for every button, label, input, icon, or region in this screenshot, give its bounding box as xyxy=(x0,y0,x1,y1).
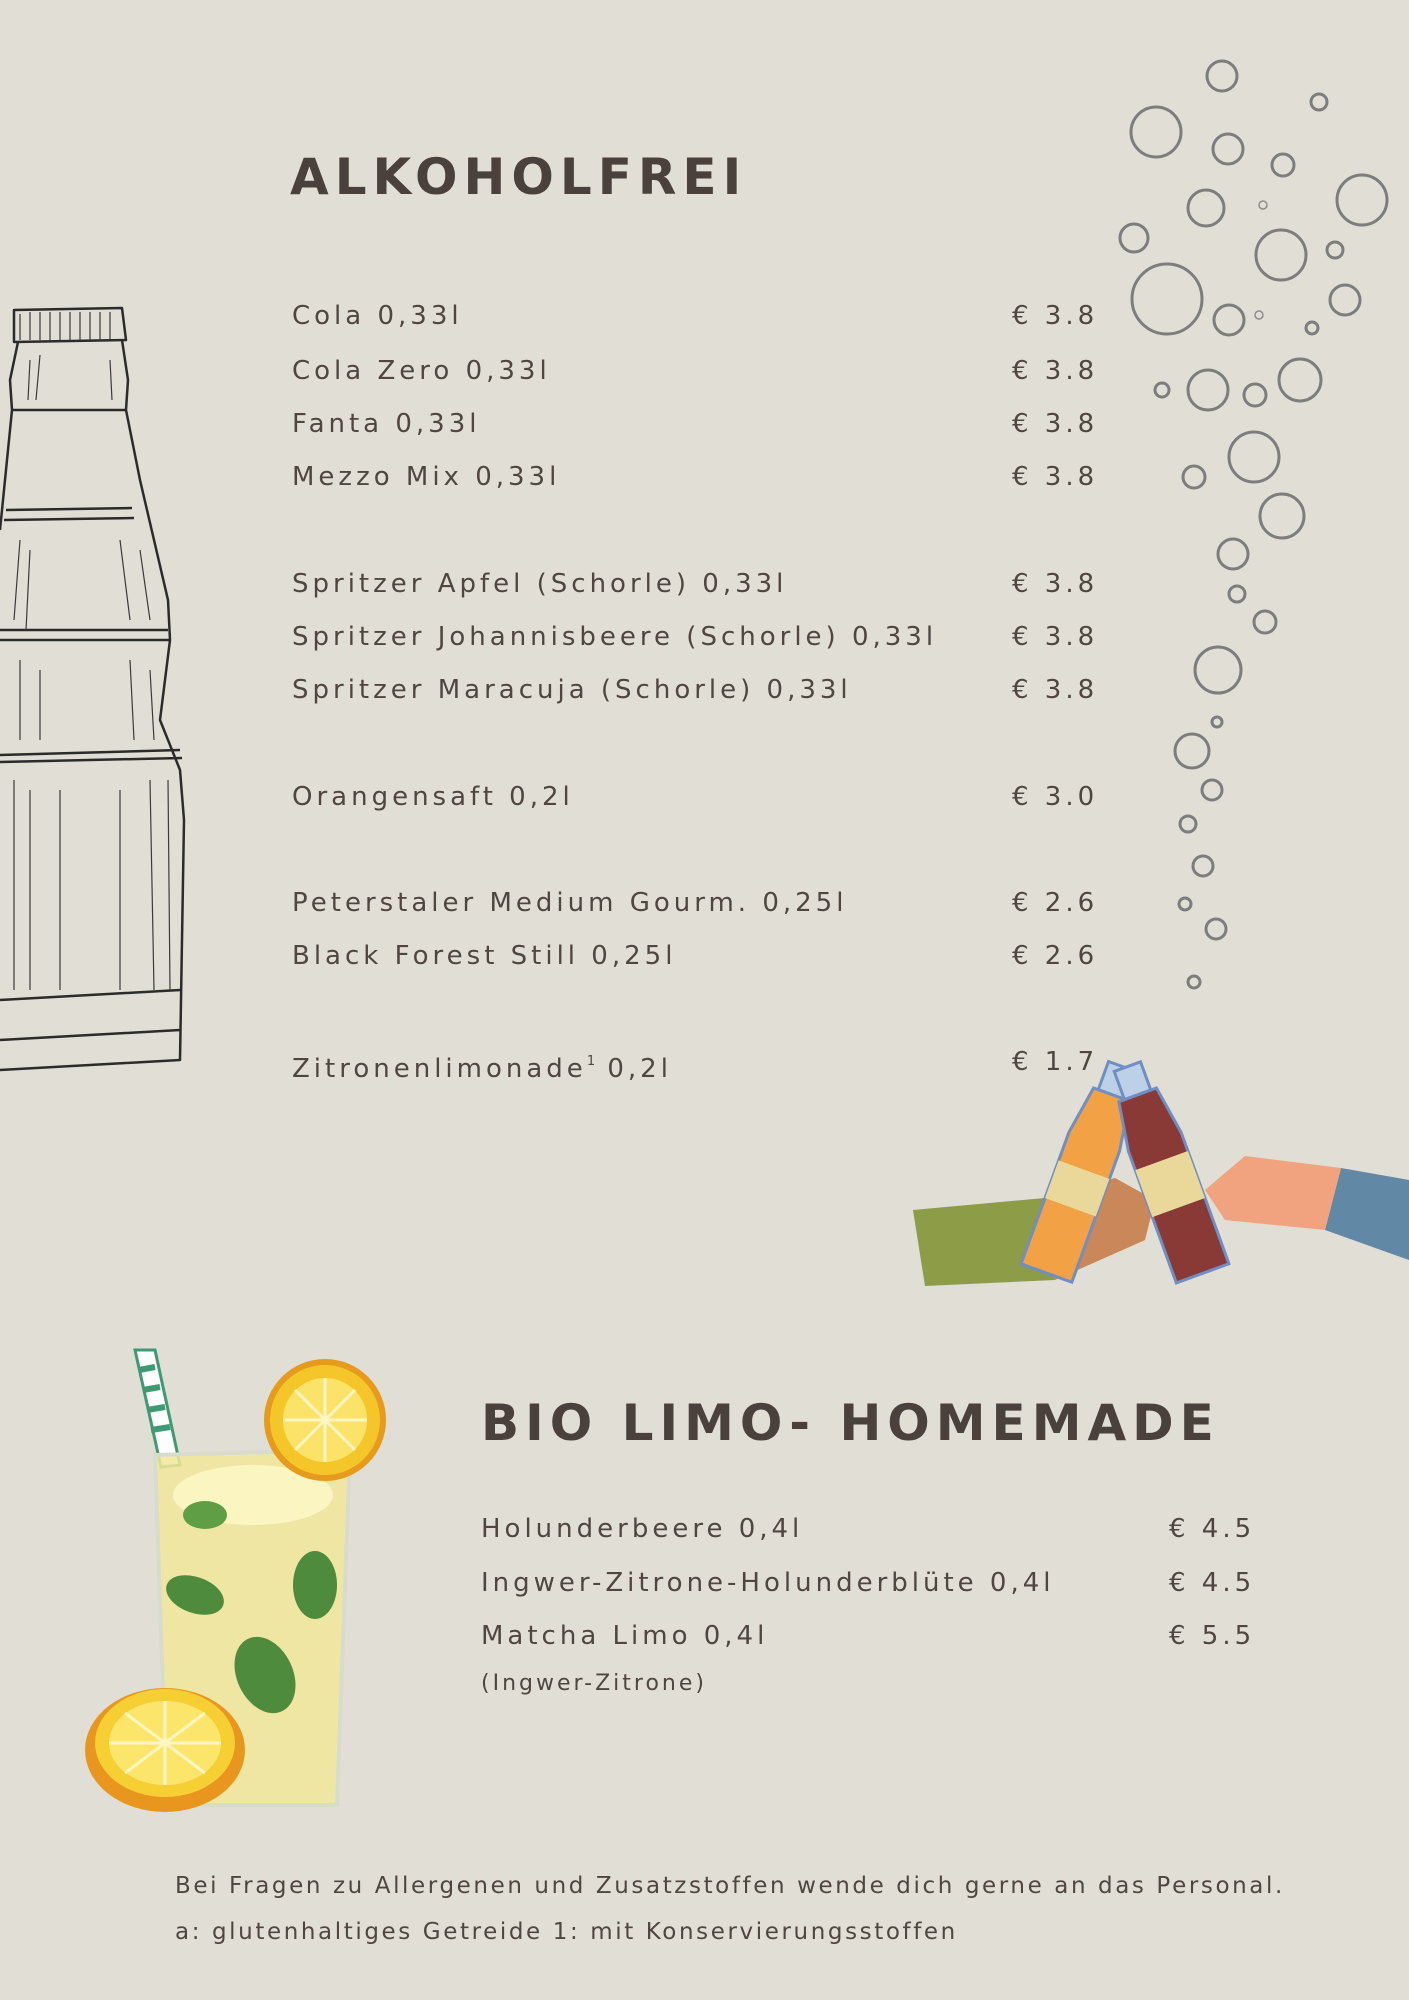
menu-item-name: Fanta 0,33l xyxy=(292,409,481,439)
section-title-bio-limo: BIO LIMO- HOMEMADE xyxy=(481,1394,1220,1452)
toasting-bottles-icon xyxy=(905,1050,1409,1310)
menu-item-price: € 2.6 xyxy=(1012,888,1099,918)
menu-item-note: (Ingwer-Zitrone) xyxy=(481,1671,707,1696)
menu-item-name: Spritzer Maracuja (Schorle) 0,33l xyxy=(292,675,852,705)
menu-item-price: € 3.8 xyxy=(1012,622,1099,652)
menu-item-name: Ingwer-Zitrone-Holunderblüte 0,4l xyxy=(481,1568,1055,1598)
footer-legend: a: glutenhaltiges Getreide 1: mit Konservierungsstoffen xyxy=(175,1919,958,1945)
glass-bottle-sketch-icon xyxy=(0,300,190,1100)
menu-item-name: Mezzo Mix 0,33l xyxy=(292,462,561,492)
menu-item-price: € 5.5 xyxy=(1169,1621,1256,1651)
bubbles-icon xyxy=(1110,50,1400,1000)
menu-item-price: € 3.8 xyxy=(1012,675,1099,705)
menu-item-price: € 1.7 xyxy=(1012,1047,1099,1077)
menu-item-price: € 4.5 xyxy=(1169,1568,1256,1598)
menu-item-name: Zitronenlimonade xyxy=(292,1054,587,1084)
menu-item-name: Holunderbeere 0,4l xyxy=(481,1514,804,1544)
menu-item-name: Matcha Limo 0,4l xyxy=(481,1621,769,1651)
menu-item-zitronenlimonade xyxy=(292,1046,672,1085)
menu-item-name: Spritzer Apfel (Schorle) 0,33l xyxy=(292,569,788,599)
section-title-alkoholfrei: ALKOHOLFREI xyxy=(290,148,748,206)
footer-allergen-notice: Bei Fragen zu Allergenen und Zusatzstoffen wende dich gerne an das Personal. xyxy=(175,1873,1285,1899)
menu-item-size: 0,2l xyxy=(595,1054,672,1084)
menu-item-name: Cola Zero 0,33l xyxy=(292,356,551,386)
menu-item-price: € 2.6 xyxy=(1012,941,1099,971)
additive-marker: 1 xyxy=(586,1054,596,1069)
menu-item-price: € 3.8 xyxy=(1012,462,1099,492)
menu-item-name: Cola 0,33l xyxy=(292,301,463,331)
menu-item-name: Black Forest Still 0,25l xyxy=(292,941,677,971)
menu-item-price: € 3.0 xyxy=(1012,782,1099,812)
menu-item-name: Spritzer Johannisbeere (Schorle) 0,33l xyxy=(292,622,938,652)
menu-item-price: € 3.8 xyxy=(1012,301,1099,331)
menu-item-price: € 3.8 xyxy=(1012,409,1099,439)
menu-item-name: Orangensaft 0,2l xyxy=(292,782,574,812)
menu-item-name: Peterstaler Medium Gourm. 0,25l xyxy=(292,888,848,918)
menu-item-price: € 3.8 xyxy=(1012,356,1099,386)
lemonade-glass-icon xyxy=(75,1345,425,1815)
menu-item-price: € 3.8 xyxy=(1012,569,1099,599)
menu-item-price: € 4.5 xyxy=(1169,1514,1256,1544)
